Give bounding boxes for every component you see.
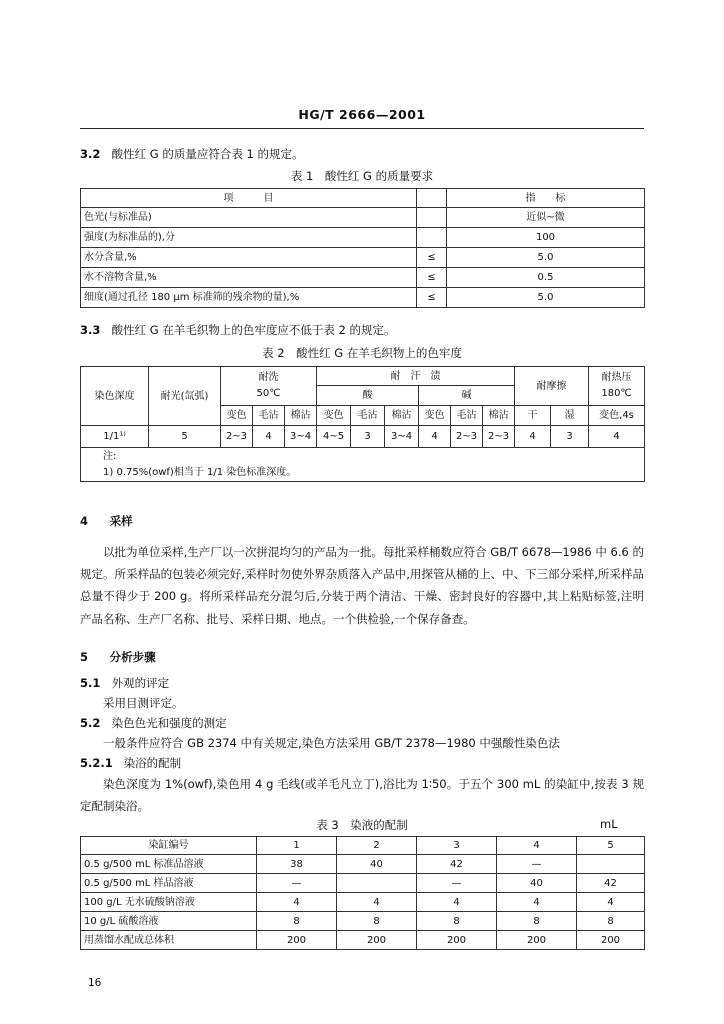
subheader-cell: 变色 bbox=[221, 406, 253, 426]
data-cell: 8 bbox=[577, 912, 645, 931]
header-press bbox=[589, 367, 645, 406]
data-cell: 8 bbox=[417, 912, 497, 931]
data-cell: 3 bbox=[351, 426, 385, 448]
data-cell: 200 bbox=[577, 931, 645, 950]
data-cell: 3~4 bbox=[285, 426, 317, 448]
data-cell: 2~3 bbox=[221, 426, 253, 448]
row-label: 100 g/L 无水硫酸钠溶液 bbox=[81, 893, 257, 912]
section-text: 酸性红 G 的质量应符合表 1 的规定。 bbox=[111, 147, 304, 161]
header-sweat: 耐 汗 渍 bbox=[317, 367, 515, 386]
section-5-2-1 bbox=[80, 755, 181, 771]
table2 bbox=[80, 366, 645, 482]
section-number: 3.2 bbox=[80, 147, 101, 161]
header-rule bbox=[80, 128, 644, 129]
header-wash-temp: 50℃ bbox=[256, 388, 281, 399]
data-cell: 5 bbox=[149, 426, 221, 448]
data-cell: 4 bbox=[515, 426, 551, 448]
table-row bbox=[81, 208, 645, 228]
data-cell: 4 bbox=[589, 426, 645, 448]
table-row bbox=[81, 268, 645, 288]
section-number: 5 bbox=[80, 650, 89, 664]
section-3-3 bbox=[80, 322, 396, 338]
column-header: 染缸编号 bbox=[81, 837, 257, 855]
data-cell: 200 bbox=[337, 931, 417, 950]
row-label: 用蒸馏水配成总体积 bbox=[81, 931, 257, 950]
header-wash-label: 耐洗 bbox=[258, 372, 279, 383]
section-5-2 bbox=[80, 715, 227, 731]
data-cell: 4 bbox=[337, 893, 417, 912]
data-cell: 4 bbox=[497, 893, 577, 912]
section-4-heading bbox=[80, 513, 133, 529]
header-light: 耐光(氙弧) bbox=[149, 367, 221, 426]
section-5-heading bbox=[80, 649, 156, 665]
data-cell: 200 bbox=[497, 931, 577, 950]
data-cell: 4 bbox=[253, 426, 285, 448]
data-cell: 200 bbox=[417, 931, 497, 950]
section-5-2-text: 一般条件应符合 GB 2374 中有关规定,染色方法采用 GB/T 2378—1980 中强酸性染色法 bbox=[103, 736, 560, 750]
data-cell: 40 bbox=[337, 855, 417, 874]
section-number: 5.2.1 bbox=[80, 756, 113, 770]
data-cell: — bbox=[417, 874, 497, 893]
section-title: 分析步骤 bbox=[109, 650, 156, 664]
subheader-cell: 棉沾 bbox=[285, 406, 317, 426]
column-header: 3 bbox=[417, 837, 497, 855]
table-row bbox=[81, 855, 645, 874]
section-number: 3.3 bbox=[80, 323, 101, 337]
section-5-1-text: 采用目测评定。 bbox=[103, 696, 184, 710]
table-row bbox=[81, 228, 645, 248]
section-number: 5.2 bbox=[80, 716, 101, 730]
data-cell: 4 bbox=[417, 893, 497, 912]
row-label: 0.5 g/500 mL 样品溶液 bbox=[81, 874, 257, 893]
data-cell: 42 bbox=[577, 874, 645, 893]
item-cell: 强度(为标准品的),分 bbox=[81, 228, 417, 248]
subheader-cell: 干 bbox=[515, 406, 551, 426]
column-header-spec: 指 标 bbox=[447, 189, 645, 208]
table-row bbox=[81, 288, 645, 308]
section-title: 染浴的配制 bbox=[123, 756, 182, 770]
symbol-cell: ≤ bbox=[417, 268, 447, 288]
header-press-temp: 180℃ bbox=[601, 388, 632, 399]
column-header-item: 项 目 bbox=[81, 189, 417, 208]
data-cell: 4 bbox=[257, 893, 337, 912]
row-label: 0.5 g/500 mL 标准品溶液 bbox=[81, 855, 257, 874]
symbol-cell bbox=[417, 208, 447, 228]
section-text: 酸性红 G 在羊毛织物上的色牢度应不低于表 2 的规定。 bbox=[111, 323, 396, 337]
subheader-cell: 棉沾 bbox=[385, 406, 419, 426]
table-row bbox=[81, 248, 645, 268]
value-cell: 0.5 bbox=[447, 268, 645, 288]
row-label: 10 g/L 硫酸溶液 bbox=[81, 912, 257, 931]
section-4-paragraph: 以批为单位采样,生产厂以一次拼混均匀的产品为一批。每批采样桶数应符合 GB/T 6678—1986 中 6.6 的规定。所采样品的包装必须完好,采样时勿使外界杂质落入产品中,用探管从桶的上、中、下三部分采样,所采样品总量不得少于 200 g。将所采样品充分混匀后,分装于两个清洁、干燥、密封良好的容器中,其上粘贴标签,注明产品名称、生产厂名称、批号、采样日期、地点。一个供检验,一个保存备查。 bbox=[80, 545, 644, 626]
item-cell: 细度(通过孔径 180 μm 标准筛的残余物的量),% bbox=[81, 288, 417, 308]
subheader-cell: 毛沾 bbox=[351, 406, 385, 426]
symbol-cell: ≤ bbox=[417, 248, 447, 268]
table-note-row bbox=[81, 448, 645, 482]
subheader-cell: 湿 bbox=[551, 406, 589, 426]
data-cell: 3~4 bbox=[385, 426, 419, 448]
header-press-label: 耐热压 bbox=[601, 372, 632, 383]
table1-caption: 表 1 酸性红 G 的质量要求 bbox=[290, 169, 434, 183]
table3-caption: 表 3 染液的配制 bbox=[316, 818, 408, 832]
data-cell: 200 bbox=[257, 931, 337, 950]
item-cell: 水分含量,% bbox=[81, 248, 417, 268]
section-number: 5.1 bbox=[80, 676, 101, 690]
header-acid: 酸 bbox=[317, 386, 419, 406]
symbol-cell bbox=[417, 228, 447, 248]
data-cell: 40 bbox=[497, 874, 577, 893]
header-rub: 耐摩擦 bbox=[515, 367, 589, 406]
subheader-cell: 棉沾 bbox=[483, 406, 515, 426]
item-cell: 色光(与标准品) bbox=[81, 208, 417, 228]
table1 bbox=[80, 188, 645, 308]
section-number: 4 bbox=[80, 514, 89, 528]
note-label: 注: bbox=[103, 450, 117, 462]
data-cell: 8 bbox=[497, 912, 577, 931]
section-title: 染色色光和强度的测定 bbox=[111, 716, 227, 730]
value-cell: 5.0 bbox=[447, 288, 645, 308]
column-header: 5 bbox=[577, 837, 645, 855]
data-cell: 4 bbox=[577, 893, 645, 912]
value-cell: 近似~微 bbox=[447, 208, 645, 228]
value-cell: 100 bbox=[447, 228, 645, 248]
page-number: 16 bbox=[88, 977, 102, 989]
table-header-row bbox=[81, 367, 645, 386]
table-row bbox=[81, 874, 645, 893]
subheader-cell: 毛沾 bbox=[451, 406, 483, 426]
data-cell: 2~3 bbox=[483, 426, 515, 448]
data-cell bbox=[577, 855, 645, 874]
data-cell: 4~5 bbox=[317, 426, 351, 448]
table-row bbox=[81, 931, 645, 950]
data-cell: 8 bbox=[257, 912, 337, 931]
table3-unit: mL bbox=[600, 817, 618, 831]
item-cell: 水不溶物含量,% bbox=[81, 268, 417, 288]
symbol-cell bbox=[417, 189, 447, 208]
data-cell: 4 bbox=[419, 426, 451, 448]
table-header-row bbox=[81, 189, 645, 208]
table-row bbox=[81, 893, 645, 912]
subheader-cell: 变色 bbox=[419, 406, 451, 426]
value-cell: 5.0 bbox=[447, 248, 645, 268]
data-cell: 42 bbox=[417, 855, 497, 874]
table2-caption: 表 2 酸性红 G 在羊毛织物上的色牢度 bbox=[262, 346, 462, 360]
table-row bbox=[81, 912, 645, 931]
section-5-1 bbox=[80, 675, 169, 691]
data-cell: 38 bbox=[257, 855, 337, 874]
table-header-row bbox=[81, 837, 645, 855]
data-cell: 1/1¹⁾ bbox=[81, 426, 149, 448]
data-cell: 8 bbox=[337, 912, 417, 931]
section-title: 外观的评定 bbox=[111, 676, 170, 690]
table-row bbox=[81, 426, 645, 448]
column-header: 4 bbox=[497, 837, 577, 855]
section-5-2-1-paragraph: 染色深度为 1%(owf),染色用 4 g 毛线(或羊毛凡立丁),浴比为 1∶50。于五个 300 mL 的染缸中,按表 3 规定配制染浴。 bbox=[80, 777, 644, 814]
data-cell: — bbox=[497, 855, 577, 874]
section-title: 采样 bbox=[109, 514, 133, 528]
table-note bbox=[81, 448, 645, 482]
document-header: HG/T 2666—2001 bbox=[298, 107, 426, 122]
column-header: 2 bbox=[337, 837, 417, 855]
data-cell bbox=[337, 874, 417, 893]
subheader-cell: 变色 bbox=[317, 406, 351, 426]
subheader-cell: 毛沾 bbox=[253, 406, 285, 426]
table3 bbox=[80, 836, 645, 950]
header-depth: 染色深度 bbox=[81, 367, 149, 426]
column-header: 1 bbox=[257, 837, 337, 855]
note-text: 1) 0.75%(owf)相当于 1/1 染色标准深度。 bbox=[103, 466, 297, 478]
data-cell: — bbox=[257, 874, 337, 893]
header-wash bbox=[221, 367, 317, 406]
data-cell: 2~3 bbox=[451, 426, 483, 448]
header-alkali: 碱 bbox=[419, 386, 515, 406]
subheader-cell: 变色,4s bbox=[589, 406, 645, 426]
data-cell: 3 bbox=[551, 426, 589, 448]
section-3-2 bbox=[80, 146, 304, 162]
symbol-cell: ≤ bbox=[417, 288, 447, 308]
